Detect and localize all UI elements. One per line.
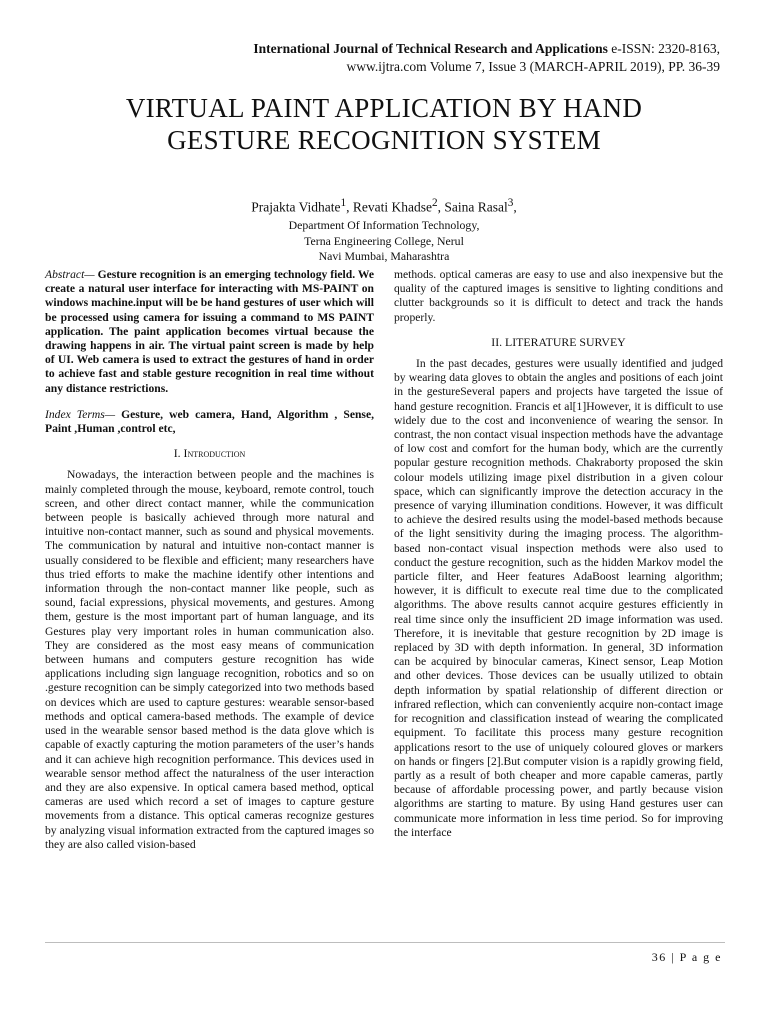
author-separator: , [437,199,445,215]
footer-divider [45,942,725,943]
journal-name: International Journal of Technical Research and Applications [253,41,608,56]
journal-line-1 [253,40,720,58]
affiliation-college: Terna Engineering College, Nerul [304,233,464,248]
author-affiliation-mark: 1 [340,197,347,209]
author-name: Prajakta Vidhate [251,199,341,215]
index-terms-text: Gesture, web camera, Hand, Algorithm , Sense, Paint ,Human ,control etc, [45,407,374,436]
author-affiliation-mark: 3 [507,197,514,209]
author-affiliation-mark: 2 [432,197,438,209]
author-list [0,197,768,216]
author-name: Revati Khadse [352,199,433,215]
introduction-continuation: methods. optical cameras are easy to use and also inexpensive but the quality of the captured images is sensitive to lighting conditions and clutter backgrounds so it is difficult to detect and track the hands properly. [394,268,723,324]
author-separator: , [346,199,353,215]
section-heading-literature-survey: II. LITERATURE SURVEY [491,334,626,349]
author-name: Saina Rasal [444,199,508,215]
literature-survey-paragraph: In the past decades, gestures were usually identified and judged by wearing data gloves to obtain the angles and positions of each joint in the gestureSeveral papers and projects have targeted the issue of hand gesture recognition. Francis et al[1]However, it is difficult to use widely due to the cost and inconvenience of wearing the sensor. In contrast, the non contact visual inspection methods have the advantage of low cost and comfort for the human body, which are the currently popular gesture recognition methods. Chakraborty proposed the skin colour models utilizing image pixel distribution in a given colour space, which can significantly improve the detection accuracy in the presence of varying illumination conditions. However, it was difficult to achieve the desired results using the model-based methods because of the light sensitivity during the imaging process. The algorithm-based non-contact visual inspection methods were also used to conduct the gesture recognition, such as the hidden Markov model the particle filter, and Heer features AdaBoost learning algorithm; however, it is difficult to execute real time due to the complicated algorithms. The above results cannot acquire gestures efficiently in real time since only the insufficient 2D image information was used. Therefore, it is inevitable that gesture recognition by 2D image is replaced by 3D with depth information. In general, 3D information can be acquired by binocular cameras, Kinect sensor, Leap Motion and other devices. Those devices can be usually utilized to obtain depth information by spatial relationship of different direction or infrared reflection, which can conveniently acquire non-contact image for recognition and classification instead of wearing the complicated equipment. To facilitate this process many gesture recognition applications resort to the use of uniquely coloured gloves or markers on hands or fingers [2].But computer vision is a rapidly growing field, partly as a result of both cheaper and more capable cameras, partly because of affordable processing power, and partly because vision algorithms are starting to mature. By using Hand gestures user can communicate more information in less time period. So for improving the interface [394,357,723,839]
introduction-paragraph: Nowadays, the interaction between people and the machines is mainly completed through the mouse, keyboard, remote control, touch screen, and other direct contact manner, while the communication between people is basically achieved through more natural and intuitive non-contact manner, such as sound and physical movements. The communication by natural and intuitive non-contact manner is usually considered to be flexible and efficient; many researchers have thus tried efforts to make the machine identify other intentions and information through the non-contact manner like people, such as sound, facial expressions, physical movements, and gestures. Among them, gesture is the most important part of human language, and its Gestures play very important roles in human communication also. They are considered as the most easy means of communication between humans and computers gesture recognition has wide applications including sign language recognition, robotics and so on .gesture recognition can be simply categorized into two methods based on devices which are used to capture gestures: wearable sensor-based methods and optical camera-based methods. The example of device used in the wearable sensor based method is the data glove which is capable of exactly capturing the motion parameters of the user’s hands and it can achieve high recognition performance. This devices used in wearable sensor method affect the naturalness of the user interaction and they are also expensive. In optical camera based method, optical cameras are used which record a set of images to capture gesture movements from a distance. This optical cameras recognize gestures by analyzing visual information extracted from the captured images so they are also called vision-based [45,468,374,851]
journal-header [253,40,720,76]
journal-issn: e-ISSN: 2320-8163, [607,41,720,56]
paper-title-line-1: VIRTUAL PAINT APPLICATION BY HAND [125,93,643,123]
page-number: 36 | P a g e [651,950,722,964]
author-separator: , [513,199,517,215]
affiliation-department: Department Of Information Technology, [288,218,480,232]
abstract [45,268,374,396]
affiliation-location: Navi Mumbai, Maharashtra [318,249,450,263]
paper-title [0,92,768,156]
journal-volume-line: www.ijtra.com Volume 7, Issue 3 (MARCH-APRIL 2019), PP. 36-39 [346,59,720,74]
left-column [45,268,374,852]
paper-title-line-2: GESTURE RECOGNITION SYSTEM [167,125,601,155]
index-terms [45,408,374,436]
abstract-label: Abstract— [45,268,95,281]
affiliation [0,218,768,265]
abstract-text: Gesture recognition is an emerging technology field. We create a natural user interface for interacting with MS-PAINT on windows machine.input will be be hand gestures of user which will be processed using camera for issuing a command to MS PAINT application. The paint application becomes virtual because the drawing happens in air. The virtual paint screen is made by help of UI. Web camera is used to extract the gestures of hand in order to achieve fast and stable gesture recognition in real time without any distance restrictions. [45,268,374,395]
section-heading-introduction: I. Introduction [173,446,246,461]
index-terms-label: Index Terms— [45,407,116,421]
right-column [394,268,723,840]
